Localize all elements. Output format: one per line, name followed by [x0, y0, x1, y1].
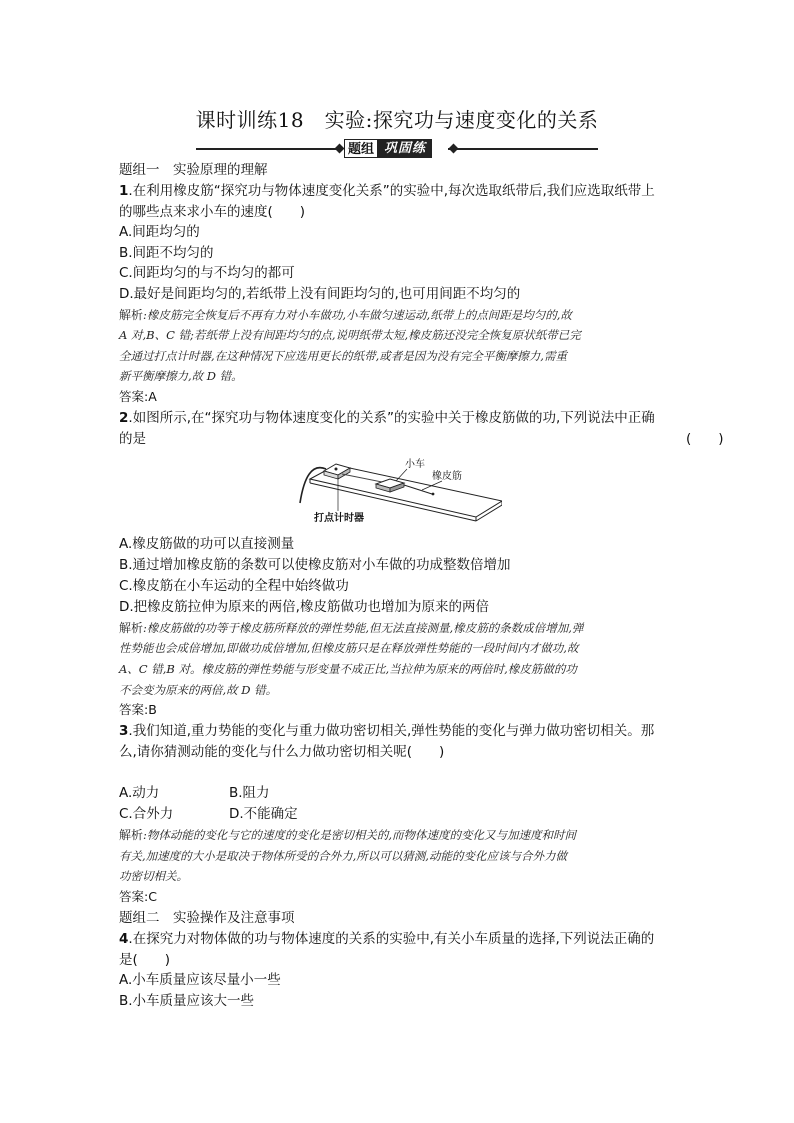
q3-analysis-label: 解析 — [119, 828, 144, 842]
banner-rule-right — [448, 148, 598, 150]
q2-answer: 答案:B — [119, 702, 157, 717]
q3-answer: 答案:C — [119, 889, 157, 904]
q3-stem-line1: 3.我们知道,重力势能的变化与重力做功密切相关,弹性势能的变化与弹力做功密切相关。那 — [119, 723, 655, 739]
q2-stem-line2: 的是 — [119, 431, 146, 447]
q2-analysis-label: 解析 — [119, 621, 144, 635]
q2-analysis-line3: A、C 错,B 对。橡皮筋的弹性势能与形变量不成正比,当拉伸为原来的两倍时,橡皮筋做的功 — [119, 662, 577, 676]
q4-number: 4 — [119, 931, 129, 947]
q2-answer-paren: ( ) — [686, 431, 724, 447]
q2-option-d: D.把橡皮筋拉伸为原来的两倍,橡皮筋做功也增加为原来的两倍 — [119, 599, 489, 615]
section-banner — [196, 139, 598, 159]
page-title: 课时训练18 实验:探究功与速度变化的关系 — [195, 108, 599, 132]
q3-option-d: D.不能确定 — [229, 806, 298, 822]
label-rubber-band: 橡皮筋 — [432, 471, 462, 482]
q2-analysis-line4: 不会变为原来的两倍,故 D 错。 — [119, 683, 278, 697]
q2-option-c: C.橡皮筋在小车运动的全程中始终做功 — [119, 578, 349, 594]
q1-option-a: A.间距均匀的 — [119, 224, 200, 240]
q1-stem-line1: 1.在利用橡皮筋“探究功与物体速度变化关系”的实验中,每次选取纸带后,我们应选取纸带上 — [119, 183, 655, 199]
q1-answer: 答案:A — [119, 389, 157, 404]
q1-analysis-line1: 解析:橡皮筋完全恢复后不再有力对小车做功,小车做匀速运动,纸带上的点间距是均匀的,故 — [119, 308, 572, 322]
group1-heading: 题组一 实验原理的理解 — [119, 162, 268, 178]
q4-option-b: B.小车质量应该大一些 — [119, 993, 255, 1009]
q2-number: 2 — [119, 410, 129, 426]
q3-analysis-line3: 功密切相关。 — [119, 869, 188, 883]
q3-analysis-line2: 有关,加速度的大小是取决于物体所受的合外力,所以可以猜测,动能的变化应该与合外力做 — [119, 849, 567, 863]
q1-analysis-line3: 全通过打点计时器,在这种情况下应选用更长的纸带,或者是因为没有完全平衡摩擦力,需重 — [119, 349, 567, 363]
q4-stem-line1: 4.在探究力对物体做的功与物体速度的关系的实验中,有关小车质量的选择,下列说法正确的 — [119, 931, 655, 947]
banner-tag — [344, 139, 444, 158]
q3-analysis-line1: 解析:物体动能的变化与它的速度的变化是密切相关的,而物体速度的变化又与加速度和时间 — [119, 828, 577, 842]
q1-analysis-label: 解析 — [119, 308, 144, 322]
banner-tag-part2: 巩固练 — [378, 139, 432, 158]
banner-rule-left — [196, 148, 341, 150]
q1-option-b: B.间距不均匀的 — [119, 245, 214, 261]
q1-number: 1 — [119, 183, 129, 199]
label-timer: 打点计时器 — [314, 513, 364, 524]
q2-analysis-line1: 解析:橡皮筋做的功等于橡皮筋所释放的弹性势能,但无法直接测量,橡皮筋的条数成倍增加,弹 — [119, 621, 584, 635]
q1-analysis-line4: 新平衡摩擦力,故 D 错。 — [119, 369, 243, 383]
q3-option-b: B.阻力 — [229, 785, 270, 801]
q3-option-a: A.动力 — [119, 785, 160, 801]
q1-analysis-line2: A 对,B、C 错;若纸带上没有间距均匀的点,说明纸带太短,橡皮筋还没完全恢复原状纸带已完 — [119, 328, 581, 342]
banner-tag-part1: 题组 — [344, 139, 378, 158]
q1-stem-line2: 的哪些点来求小车的速度( ) — [119, 204, 306, 220]
group2-heading: 题组二 实验操作及注意事项 — [119, 910, 295, 926]
q3-stem-line2: 么,请你猜测动能的变化与什么力做功密切相关呢( ) — [119, 744, 445, 760]
q2-option-a: A.橡皮筋做的功可以直接测量 — [119, 536, 295, 552]
q4-stem-line2: 是( ) — [119, 952, 171, 968]
q2-option-b: B.通过增加橡皮筋的条数可以使橡皮筋对小车做的功成整数倍增加 — [119, 557, 511, 573]
q1-option-c: C.间距均匀的与不均匀的都可 — [119, 265, 295, 281]
label-car: 小车 — [405, 459, 425, 470]
q3-number: 3 — [119, 723, 129, 739]
q2-apparatus-figure — [292, 457, 502, 525]
q4-option-a: A.小车质量应该尽量小一些 — [119, 972, 281, 988]
q3-option-c: C.合外力 — [119, 806, 174, 822]
q1-option-d: D.最好是间距均匀的,若纸带上没有间距均匀的,也可用间距不均匀的 — [119, 286, 521, 302]
q2-analysis-line2: 性势能也会成倍增加,即做功成倍增加,但橡皮筋只是在释放弹性势能的一段时间内才做功,故 — [119, 641, 579, 655]
q2-stem-line1: 2.如图所示,在“探究功与物体速度变化的关系”的实验中关于橡皮筋做的功,下列说法中正确 — [119, 410, 655, 426]
banner-diamond-left — [335, 144, 345, 154]
